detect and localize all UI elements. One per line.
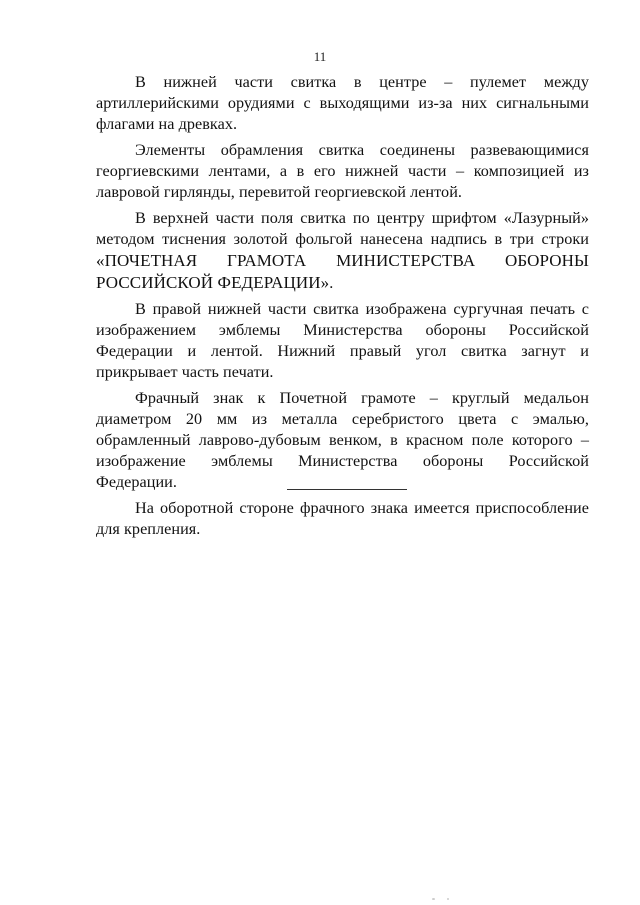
scan-artifact-dot: [447, 898, 449, 900]
page-number: 11: [313, 49, 327, 64]
paragraph-tailcoat-badge: Фрачный знак к Почетной грамоте – круглый медальон диаметром 20 мм из металла серебристого цвета с эмалью, обрамленный лаврово-дубовым венком, в красном поле которого – изображение эмблемы Министерства обороны Российской Федерации.: [96, 389, 589, 491]
paragraph-badge-back: На оборотной стороне фрачного знака имеется приспособление для крепления.: [96, 499, 589, 538]
end-of-text-rule: [287, 489, 407, 490]
paragraph-bottom-center: В нижней части свитка в центре – пулемет между артиллерийскими орудиями с выходящими из-за них сигнальными флагами на древках.: [96, 73, 589, 133]
paragraph-frame-elements: Элементы обрамления свитка соединены развевающимися георгиевскими лентами, а в его нижней части – композицией из лавровой гирлянды, перевитой георгиевской лентой.: [96, 141, 589, 201]
paragraph-seal: В правой нижней части свитка изображена сургучная печать с изображением эмблемы Министерства обороны Российской Федерации и лентой. Нижний правый угол свитка загнут и прикрывает часть печати.: [96, 300, 589, 381]
inscription-intro: В верхней части поля свитка по центру шрифтом «Лазурный» методом тиснения золотой фольгой нанесена надпись в три строки: [96, 209, 589, 248]
scan-artifact-dot: [432, 898, 435, 900]
inscription-text: «ПОЧЕТНАЯ ГРАМОТА МИНИСТЕРСТВА ОБОРОНЫ РОССИЙСКОЙ ФЕДЕРАЦИИ»: [96, 251, 589, 292]
document-body: [96, 72, 589, 545]
paragraph-inscription: [96, 208, 589, 294]
inscription-end: .: [329, 274, 334, 292]
